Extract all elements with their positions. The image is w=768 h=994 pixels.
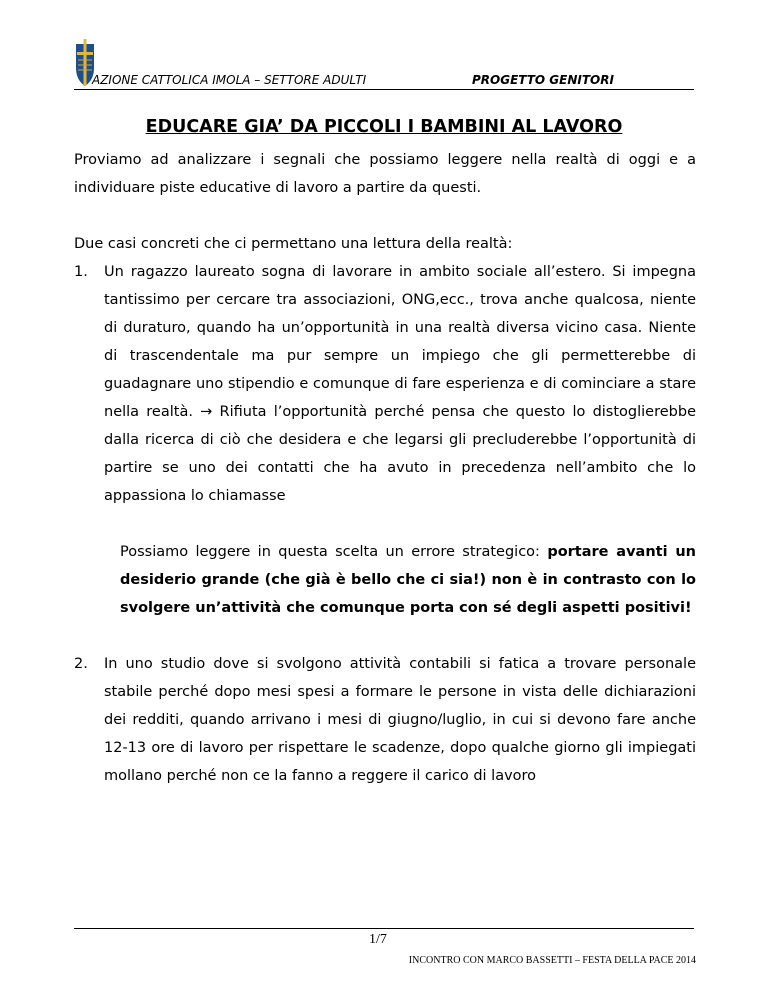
list-item-text: Un ragazzo laureato sogna di lavorare in ambito sociale all’estero. Si impegna tantissimo per cercare tra associazioni, ONG,ecc., trova anche qualcosa, niente di duraturo, quando ha un’opportunità in una realtà diversa vicino casa. Niente di trascendentale ma pur sempre un impiego che gli permetterebbe di guadagnare uno stipendio e comunque di fare esperienza e di cominciare a stare nella realtà. → Rifiuta l’opportunità perché pensa che questo lo distoglierebbe dalla ricerca di ciò che desidera e che legarsi gli precluderebbe l’opportunità di partire se uno dei contatti che ha avuto in precedenza nell’ambito che lo appassiona lo chiamasse <box>104 264 696 504</box>
page-title: EDUCARE GIA’ DA PICCOLI I BAMBINI AL LAVORO <box>145 117 623 137</box>
header-project: PROGETTO GENITORI <box>472 73 614 87</box>
list-number: 2. <box>74 656 88 672</box>
cases-list <box>74 258 696 510</box>
list-item <box>74 650 696 790</box>
cases-list-continued <box>74 650 696 790</box>
list-item <box>74 258 696 510</box>
footer-text: INCONTRO CON MARCO BASSETTI – FESTA DELLA PACE 2014 <box>408 955 696 966</box>
reflection-paragraph <box>120 538 696 622</box>
intro-paragraph: Proviamo ad analizzare i segnali che possiamo leggere nella realtà di oggi e a individuare piste educative di lavoro a partire da questi. <box>74 152 696 196</box>
reflection-emphasis: portare avanti un desiderio grande (che già è bello che ci sia!) non è in contrasto con lo svolgere un’attività che comunque porta con sé degli aspetti positivi! <box>120 544 696 616</box>
list-item-text: In uno studio dove si svolgono attività contabili si fatica a trovare personale stabile perché dopo mesi spesi a formare le persone in vista delle dichiarazioni dei redditi, quando arrivano i mesi di giugno/luglio, in cui si devono fare anche 12-13 ore di lavoro per rispettare le scadenze, dopo qualche giorno gli impiegati mollano perché non ce la fanno a reggere il carico di lavoro <box>104 656 696 784</box>
header-divider <box>74 89 694 90</box>
list-number: 1. <box>74 264 88 280</box>
cases-intro: Due casi concreti che ci permettano una lettura della realtà: <box>74 236 513 252</box>
document-body <box>74 146 696 790</box>
footer-divider <box>74 928 694 929</box>
header-organization: AZIONE CATTOLICA IMOLA – SETTORE ADULTI <box>92 73 367 87</box>
reflection-lead: Possiamo leggere in questa scelta un errore strategico: <box>120 544 548 560</box>
page-number: 1/7 <box>369 932 387 947</box>
